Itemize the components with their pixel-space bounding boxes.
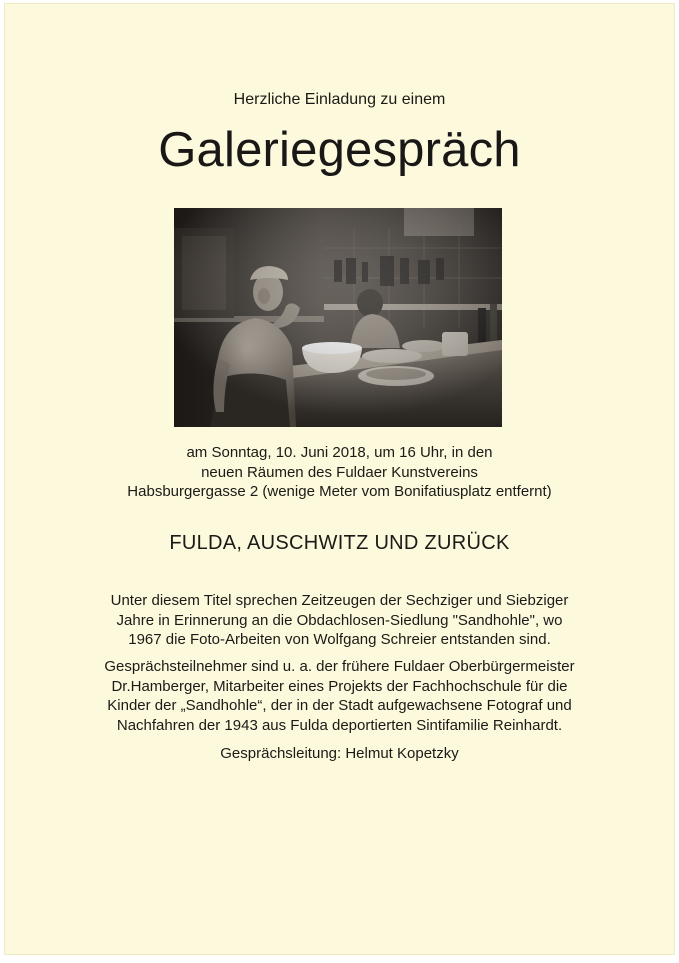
description-line: Jahre in Erinnerung an die Obdachlosen-Siedlung "Sandhohle", wo <box>116 611 563 629</box>
description-paragraph <box>4 591 675 650</box>
participants-line: Kinder der „Sandhohle“, der in der Stadt aufgewachsene Fotograf und <box>107 697 572 714</box>
event-details <box>4 443 675 502</box>
participants-line: Gesprächsteilnehmer sind u. a. der frühere Fuldaer Oberbürgermeister <box>104 658 575 675</box>
invitation-sheet <box>4 3 675 955</box>
participants-line: Nachfahren der 1943 aus Fulda deportierten Sintifamilie Reinhardt. <box>116 716 563 734</box>
page-title: Galeriegespräch <box>158 123 521 177</box>
description-line: Unter diesem Titel sprechen Zeitzeugen der Sechziger und Siebziger <box>110 592 569 609</box>
description-line: 1967 die Foto-Arbeiten von Wolfgang Schreier entstanden sind. <box>128 631 551 648</box>
kitchen-photograph <box>174 208 502 427</box>
participants-paragraph <box>4 657 675 735</box>
event-date-line: am Sonntag, 10. Juni 2018, um 16 Uhr, in den <box>186 444 493 461</box>
event-subtitle: FULDA, AUSCHWITZ UND ZURÜCK <box>169 532 510 554</box>
event-venue-line: neuen Räumen des Fuldaer Kunstvereins <box>201 463 478 481</box>
intro-line: Herzliche Einladung zu einem <box>233 91 446 108</box>
participants-line: Dr.Hamberger, Mitarbeiter eines Projekts der Fachhochschule für die <box>111 677 568 695</box>
moderator-line: Gesprächsleitung: Helmut Kopetzky <box>220 745 459 762</box>
event-address-line: Habsburgergasse 2 (wenige Meter vom Bonifatiusplatz entfernt) <box>127 483 552 500</box>
